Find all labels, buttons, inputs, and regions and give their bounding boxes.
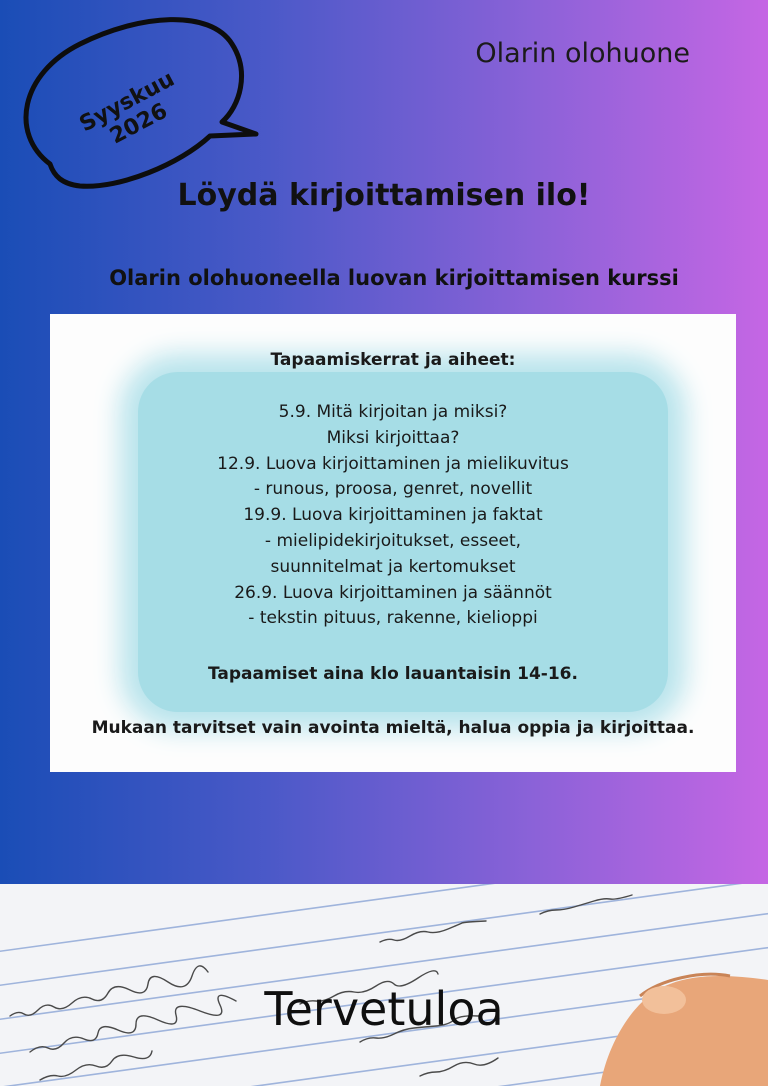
schedule-line: suunnitelmat ja kertomukset xyxy=(270,556,516,577)
info-card xyxy=(50,314,736,772)
subtitle: Olarin olohuoneella luovan kirjoittamisen kurssi xyxy=(109,266,679,290)
schedule-line: 19.9. Luova kirjoittaminen ja faktat xyxy=(243,505,543,526)
schedule-line: 26.9. Luova kirjoittaminen ja säännöt xyxy=(234,582,552,603)
closing-note: Mukaan tarvitset vain avointa mieltä, halua oppia ja kirjoittaa. xyxy=(91,718,695,738)
schedule-line: - runous, proosa, genret, novellit xyxy=(253,479,533,500)
time-note: Tapaamiset aina klo lauantaisin 14-16. xyxy=(208,664,578,684)
date-badge: Syyskuu 2026 xyxy=(75,66,179,150)
headline: Löydä kirjoittamisen ilo! xyxy=(177,178,591,213)
schedule-line: 5.9. Mitä kirjoitan ja miksi? xyxy=(278,402,508,422)
schedule-heading: Tapaamiskerrat ja aiheet: xyxy=(270,350,516,370)
schedule-line: - tekstin pituus, rakenne, kielioppi xyxy=(248,608,538,629)
schedule-line: - mielipidekirjoitukset, esseet, xyxy=(264,530,522,551)
venue-name: Olarin olohuone xyxy=(475,38,690,69)
welcome-text: Tervetuloa xyxy=(264,982,504,1036)
schedule-list xyxy=(50,400,736,632)
schedule-line: 12.9. Luova kirjoittaminen ja mielikuvitus xyxy=(217,453,569,474)
schedule-line: Miksi kirjoittaa? xyxy=(326,427,460,448)
